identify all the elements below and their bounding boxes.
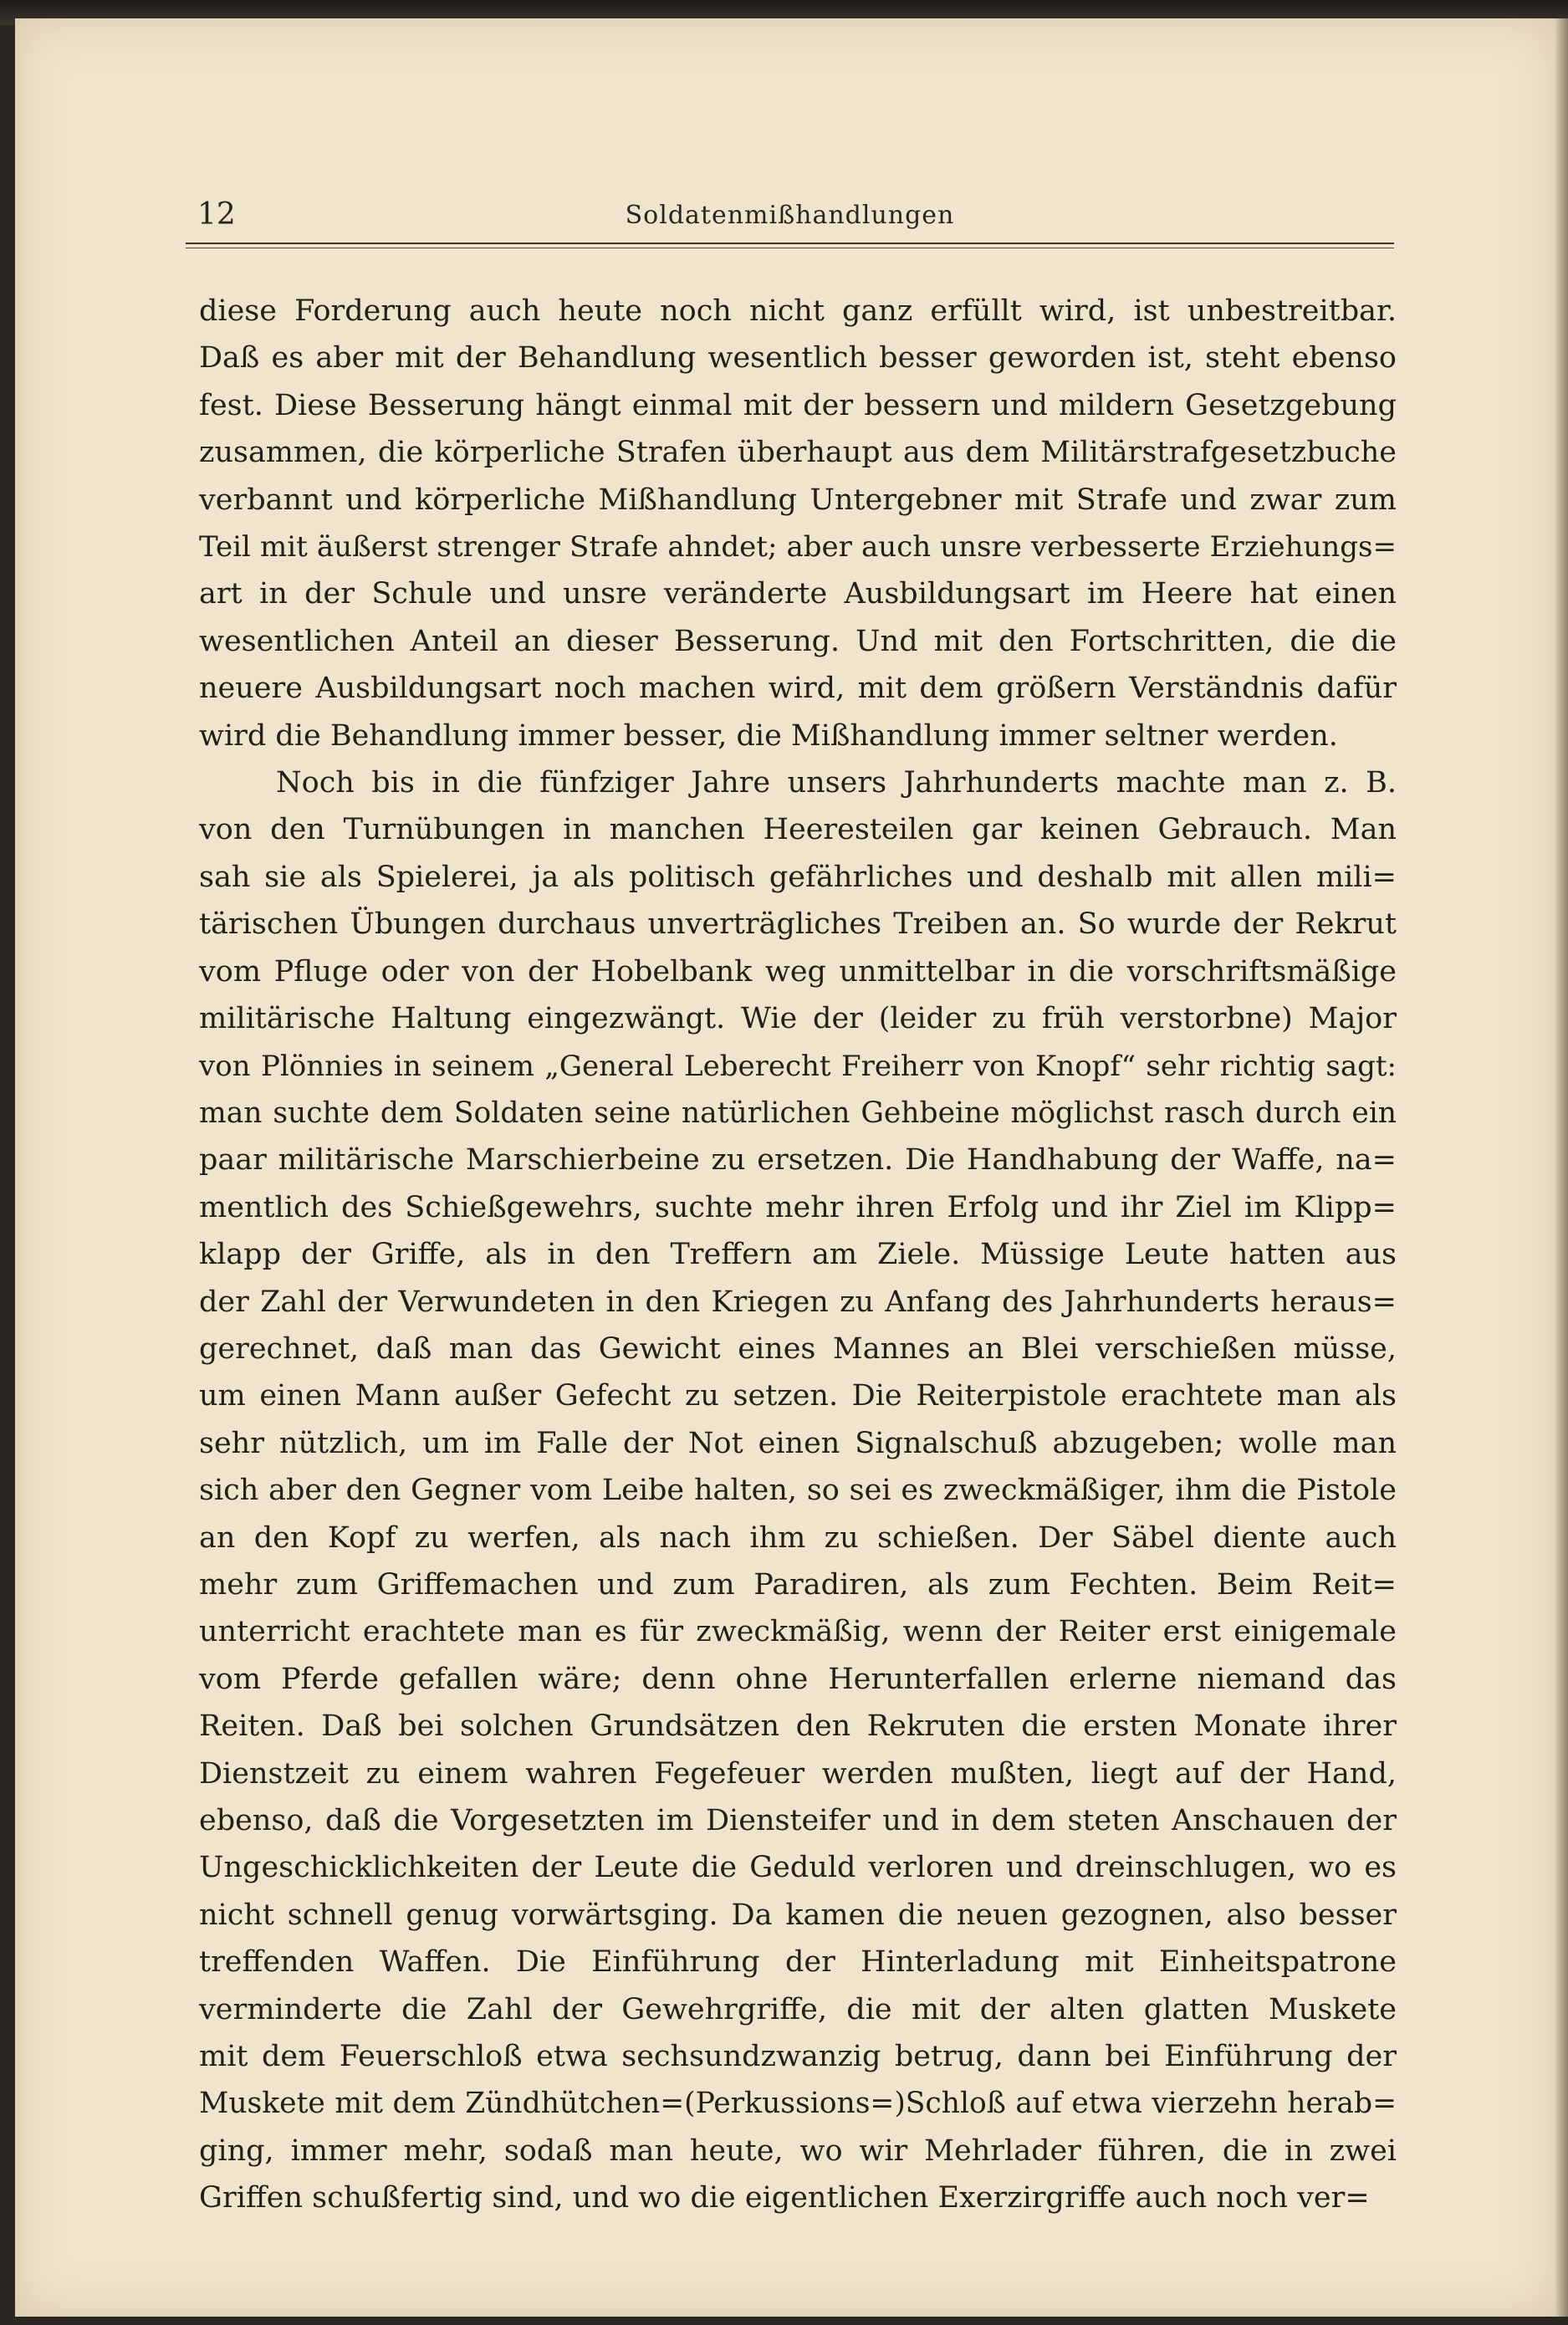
page-right-edge	[1555, 18, 1568, 2317]
text-line: man suchte dem Soldaten seine natürlichen Gehbeine möglichst rasch durch ein	[199, 1096, 1397, 1130]
text-line: tärischen Übungen durchaus unverträgliches Treiben an. So wurde der Rekrut	[199, 907, 1397, 942]
text-line: sich aber den Gegner vom Leibe halten, so sei es zweckmäßiger, ihm die Pistole	[199, 1474, 1397, 1508]
text-line: art in der Schule und unsre veränderte Ausbildungsart im Heere hat einen	[199, 577, 1397, 611]
text-line: Daß es aber mit der Behandlung wesentlich besser geworden ist, steht ebenso	[199, 341, 1397, 376]
text-line: wird die Behandlung immer besser, die Mißhandlung immer seltner werden.	[199, 718, 1338, 753]
text-line: Teil mit äußerst strenger Strafe ahndet; aber auch unsre verbesserte Erziehungs=	[199, 530, 1397, 565]
text-line: der Zahl der Verwundeten in den Kriegen zu Anfang des Jahrhunderts heraus=	[199, 1285, 1397, 1319]
page-number: 12	[197, 197, 236, 232]
text-line: fest. Diese Besserung hängt einmal mit der bessern und mildern Gesetzgebung	[199, 388, 1397, 422]
text-line: vom Pfluge oder von der Hobelbank weg unmittelbar in die vorschriftsmäßige	[199, 954, 1397, 989]
page-header	[186, 197, 1394, 248]
text-line: von den Turnübungen in manchen Heeresteilen gar keinen Gebrauch. Man	[199, 813, 1397, 847]
text-line: Dienstzeit zu einem wahren Fegefeuer werden mußten, liegt auf der Hand,	[199, 1756, 1397, 1791]
text-line: Griffen schußfertig sind, und wo die eigentlichen Exerzirgriffe auch noch ver=	[199, 2181, 1370, 2215]
text-line: mehr zum Griffemachen und zum Paradiren, als zum Fechten. Beim Reit=	[199, 1567, 1397, 1602]
text-line: wesentlichen Anteil an dieser Besserung. Und mit den Fortschritten, die die	[199, 624, 1397, 658]
header-rule	[186, 243, 1394, 244]
text-line: unterricht erachtete man es für zweckmäßig, wenn der Reiter erst einigemale	[199, 1615, 1397, 1649]
text-line: nicht schnell genug vorwärtsging. Da kamen die neuen gezognen, also besser	[199, 1898, 1397, 1932]
text-line: zusammen, die körperliche Strafen überhaupt aus dem Militärstrafgesetzbuche	[199, 436, 1397, 470]
text-line: um einen Mann außer Gefecht zu setzen. Die Reiterpistole erachtete man als	[199, 1379, 1397, 1413]
text-line: mit dem Feuerschloß etwa sechsundzwanzig betrug, dann bei Einführung der	[199, 2040, 1397, 2074]
text-line: vom Pferde gefallen wäre; denn ohne Herunterfallen erlerne niemand das	[199, 1662, 1397, 1696]
text-line: treffenden Waffen. Die Einführung der Hinterladung mit Einheitspatrone	[199, 1945, 1397, 1980]
text-line: verbannt und körperliche Mißhandlung Untergebner mit Strafe und zwar zum	[199, 483, 1397, 517]
text-line: Ungeschicklichkeiten der Leute die Geduld verloren und dreinschlugen, wo es	[199, 1851, 1397, 1885]
body-text	[199, 288, 1397, 2222]
text-line: Reiten. Daß bei solchen Grundsätzen den Rekruten die ersten Monate ihrer	[199, 1709, 1397, 1744]
text-line: ging, immer mehr, sodaß man heute, wo wir Mehrlader führen, die in zwei	[199, 2133, 1397, 2168]
running-title: Soldatenmißhandlungen	[625, 201, 955, 230]
text-line: paar militärische Marschierbeine zu ersetzen. Die Handhabung der Waffe, na=	[199, 1143, 1397, 1178]
text-line: neuere Ausbildungsart noch machen wird, mit dem größern Verständnis dafür	[199, 672, 1397, 706]
text-line: diese Forderung auch heute noch nicht ganz erfüllt wird, ist unbestreitbar.	[199, 294, 1397, 328]
text-line: von Plönnies in seinem „General Leberecht Freiherr von Knopf“ sehr richtig sagt:	[199, 1049, 1397, 1083]
text-line: ebenso, daß die Vorgesetzten im Diensteifer und in dem steten Anschauen der	[199, 1804, 1397, 1837]
text-line: militärische Haltung eingezwängt. Wie der (leider zu früh verstorbne) Major	[199, 1002, 1397, 1036]
text-line: sah sie als Spielerei, ja als politisch gefährliches und deshalb mit allen mili=	[199, 860, 1397, 894]
text-line: gerechnet, daß man das Gewicht eines Mannes an Blei verschießen müsse,	[199, 1331, 1397, 1366]
text-line: verminderte die Zahl der Gewehrgriffe, die mit der alten glatten Muskete	[199, 1992, 1397, 2026]
text-line: mentlich des Schießgewehrs, suchte mehr ihren Erfolg und ihr Ziel im Klipp=	[199, 1190, 1397, 1224]
text-line: klapp der Griffe, als in den Treffern am Ziele. Müssige Leute hatten aus	[199, 1238, 1397, 1272]
text-line: Noch bis in die fünfziger Jahre unsers Jahrhunderts machte man z. B.	[276, 766, 1397, 800]
text-line: an den Kopf zu werfen, als nach ihm zu schießen. Der Säbel diente auch	[199, 1520, 1397, 1555]
text-line: sehr nützlich, um im Falle der Not einen Signalschuß abzugeben; wolle man	[199, 1426, 1397, 1460]
text-line: Muskete mit dem Zündhütchen=(Perkussions=)Schloß auf etwa vierzehn herab=	[199, 2087, 1397, 2121]
